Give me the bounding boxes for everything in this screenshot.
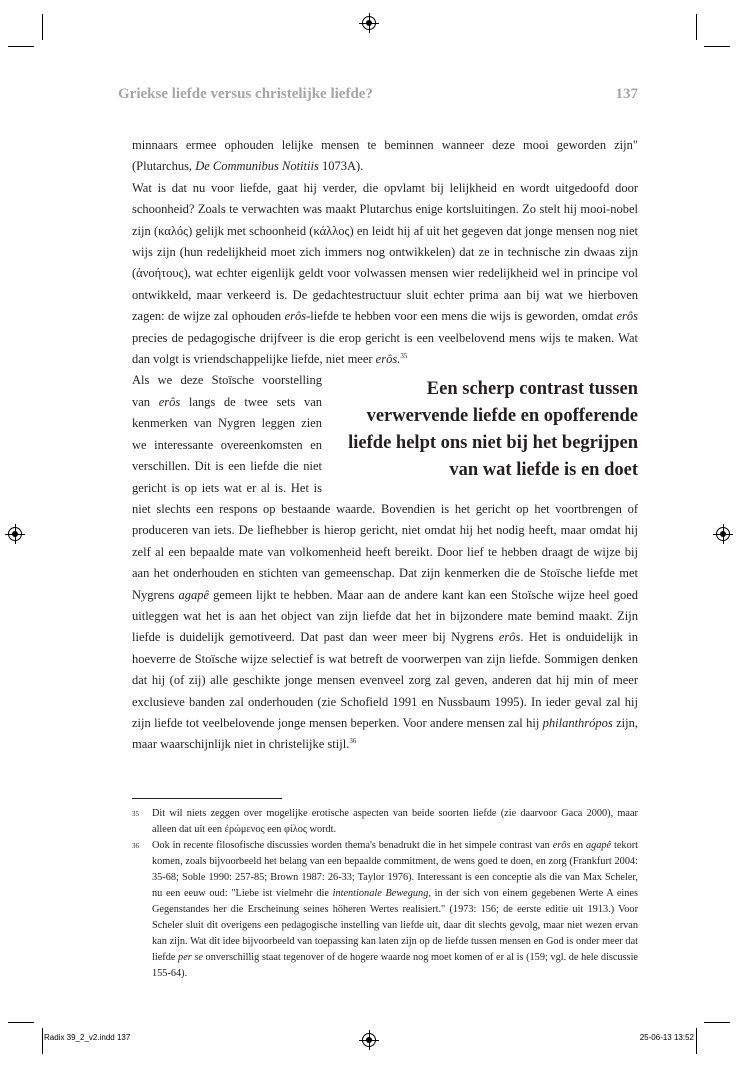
italic-term: erôs — [284, 309, 307, 324]
footnote-ref[interactable]: 35 — [400, 351, 408, 360]
italic-term: erôs — [498, 630, 521, 645]
footnote-text: tekort komen, zoals bijvoorbeeld het belang van een bepaalde commitment, de wens goed te doen, en zorg (Frankfurt 2004: 35-68; Soble 1990: 257-85; Brown 1987: 26-33; Taylor 1976). Interessant is een conceptie als die van Max Scheler, nu een eeuw oud: "Liebe ist vielmehr die — [152, 840, 639, 899]
page-number: 137 — [615, 86, 638, 102]
crop-mark — [42, 14, 43, 40]
text-run: langs de twee sets van kenmerken van Nygren leggen zien we interessante overeenkomsten en verschillen. Dit is een liefde die niet gericht is op iets wat er al is. Het is niet slechts een respons op bestaande waarde. Bovendien is het gericht op het voortbrengen of produceren van iets. De liefhebber is hierop gericht, niet omdat hij het nodig heeft, maar omdat hij zelf al een bepaalde mate van volkomenheid heeft bereikt. Door lief te hebben draagt de wijze bij aan het onderhouden en stichten van gemeenschap. Dat zijn kenmerken die de Stoïsche liefde met Nygrens — [132, 394, 638, 602]
paragraph — [132, 135, 638, 178]
footnote-text: Dit wil niets zeggen over mogelijke erotische aspecten van beide soorten liefde (zie daarvoor Gaca 2000), maar alleen dat uit een ἐρώμενος een φίλος wordt. — [152, 808, 638, 835]
registration-mark-icon — [8, 527, 22, 541]
italic-term: philanthrópos — [542, 715, 613, 730]
crop-mark — [42, 1028, 43, 1054]
italic-term: erôs — [616, 309, 638, 324]
text-run: (Plutarchus, — [132, 159, 196, 174]
footnote-text: Ook in recente filosofische discussies worden thema's benadrukt die in het simpele contrast van — [152, 840, 553, 851]
footnote — [132, 838, 638, 982]
text-run: minnaars ermee ophouden lelijke mensen te beminnen wanneer deze mooi geworden zijn" — [132, 138, 638, 152]
registration-mark-icon — [362, 1033, 376, 1047]
citation-title: De Communibus Notitiis — [195, 159, 319, 174]
crop-mark — [704, 1022, 730, 1023]
text-run: -liefde te hebben voor een mens die wijs is geworden, omdat — [306, 309, 617, 324]
crop-mark — [696, 1028, 697, 1054]
pull-quote: Een scherp contrast tussen verwervende liefde en opofferende liefde helpt ons niet bij het begrijpen van wat liefde is en doet — [348, 379, 638, 481]
slug-file: Radix 39_2_v2.indd 137 — [44, 1033, 131, 1042]
crop-mark — [704, 46, 730, 47]
footnote-number: 36 — [132, 842, 139, 850]
italic-term: erôs. — [375, 352, 401, 367]
footnote-number: 35 — [132, 810, 139, 818]
text-run: Als we deze Stoïsche voorstelling van — [132, 373, 322, 409]
text-run: precies de pedagogische drijfveer is die erop gericht is een veelbelovend mens wijs te maken. Wat dan volgt is vriendschappelijke liefde, niet meer — [132, 330, 638, 367]
italic-term: per se — [178, 952, 203, 963]
registration-mark-icon — [362, 16, 376, 30]
crop-mark — [696, 14, 697, 40]
footnote — [132, 806, 638, 838]
text-run: gemeen lijkt te hebben. Maar aan de andere kant kan een Stoïsche wijze heel goed uitleggen wat het is aan het object van zijn liefde dat het in bijzondere mate bemind maakt. Zijn liefde is duidelijk gemotiveerd. Dat past dan weer meer bij Nygrens — [132, 587, 638, 645]
italic-term: erôs — [158, 394, 181, 409]
italic-term: agapê — [585, 840, 612, 851]
footnote-rule — [132, 798, 282, 799]
footnote-text: onverschillig staat tegenover of de hogere waarde nog moet komen of er al is (159; vgl. de hele discussie 155-64). — [152, 952, 638, 979]
footnote-text: , in der sich von einem gegebenen Werte A eines Gegenstandes her die Erscheinung seines höheren Wertes realisiert." (1973: 156; de eerste editie uit 1913.) Voor Scheler sluit dit overigens een pedagogische instelling van liefde uit, daar dit slechts gevolg, maar niet wezen ervan kan zijn. Wat dit idee bijvoorbeeld van toepassing kan laten zijn op de liefde tussen mensen en God is onder meer dat liefde — [152, 888, 638, 963]
pullquote-wrap — [132, 370, 638, 755]
text-run: 1073A). — [318, 159, 364, 174]
text-run: zijn, maar waarschijnlijk niet in christelijke stijl. — [132, 715, 639, 752]
text-run: Wat is dat nu voor liefde, gaat hij verder, die opvlamt bij lelijkheid en wordt uitgedoofd door schoonheid? Zoals te verwachten was maakt Plutarchus enige kortsluitingen. Zo stelt hij mooi-nobel zijn (καλός) gelijk met schoonheid (κάλλος) en leidt hij af uit het gegeven dat jonge mensen nog niet wijs zijn (hun redelijkheid moet zich immers nog ontwikkelen) dat ze in technische zin dwaas zijn (ἀνοήτους), wat echter eigenlijk geldt voor volwassen mensen wier redelijkheid wel in principe vol ontwikkeld, maar verkeerd is. De gedachtestructuur sluit echter prima aan bij wat we hierboven zagen: de wijze zal ophouden — [132, 180, 638, 324]
italic-term: agapê — [178, 587, 210, 602]
text-run: . Het is onduidelijk in hoeverre de Stoïsche wijze selectief is wat betreft de voorwerpen van zijn liefde. Sommigen denken dat hij (of zij) alle geschikte jonge mensen evenveel zorg zal geven, anderen dat hij min of meer exclusieve banden zal onderhouden (zie Schofield 1991 en Nussbaum 1995). In ieder geval zal hij zijn liefde tot veelbelovende jonge mensen beperken. Voor andere mensen zal hij — [132, 630, 638, 730]
paragraph — [132, 178, 638, 371]
running-head — [118, 86, 638, 103]
registration-mark-icon — [716, 527, 730, 541]
running-title: Griekse liefde versus christelijke liefde? — [118, 86, 373, 102]
slug-date: 25-06-13 13:52 — [639, 1033, 694, 1042]
italic-term: erôs — [552, 840, 571, 851]
crop-mark — [8, 1022, 34, 1023]
italic-term: intentionale Bewegung — [332, 888, 429, 899]
crop-mark — [8, 46, 34, 47]
footnote-text: en — [570, 840, 586, 851]
footnotes — [132, 806, 638, 982]
footnote-ref[interactable]: 36 — [349, 737, 357, 746]
body-text — [132, 135, 638, 756]
